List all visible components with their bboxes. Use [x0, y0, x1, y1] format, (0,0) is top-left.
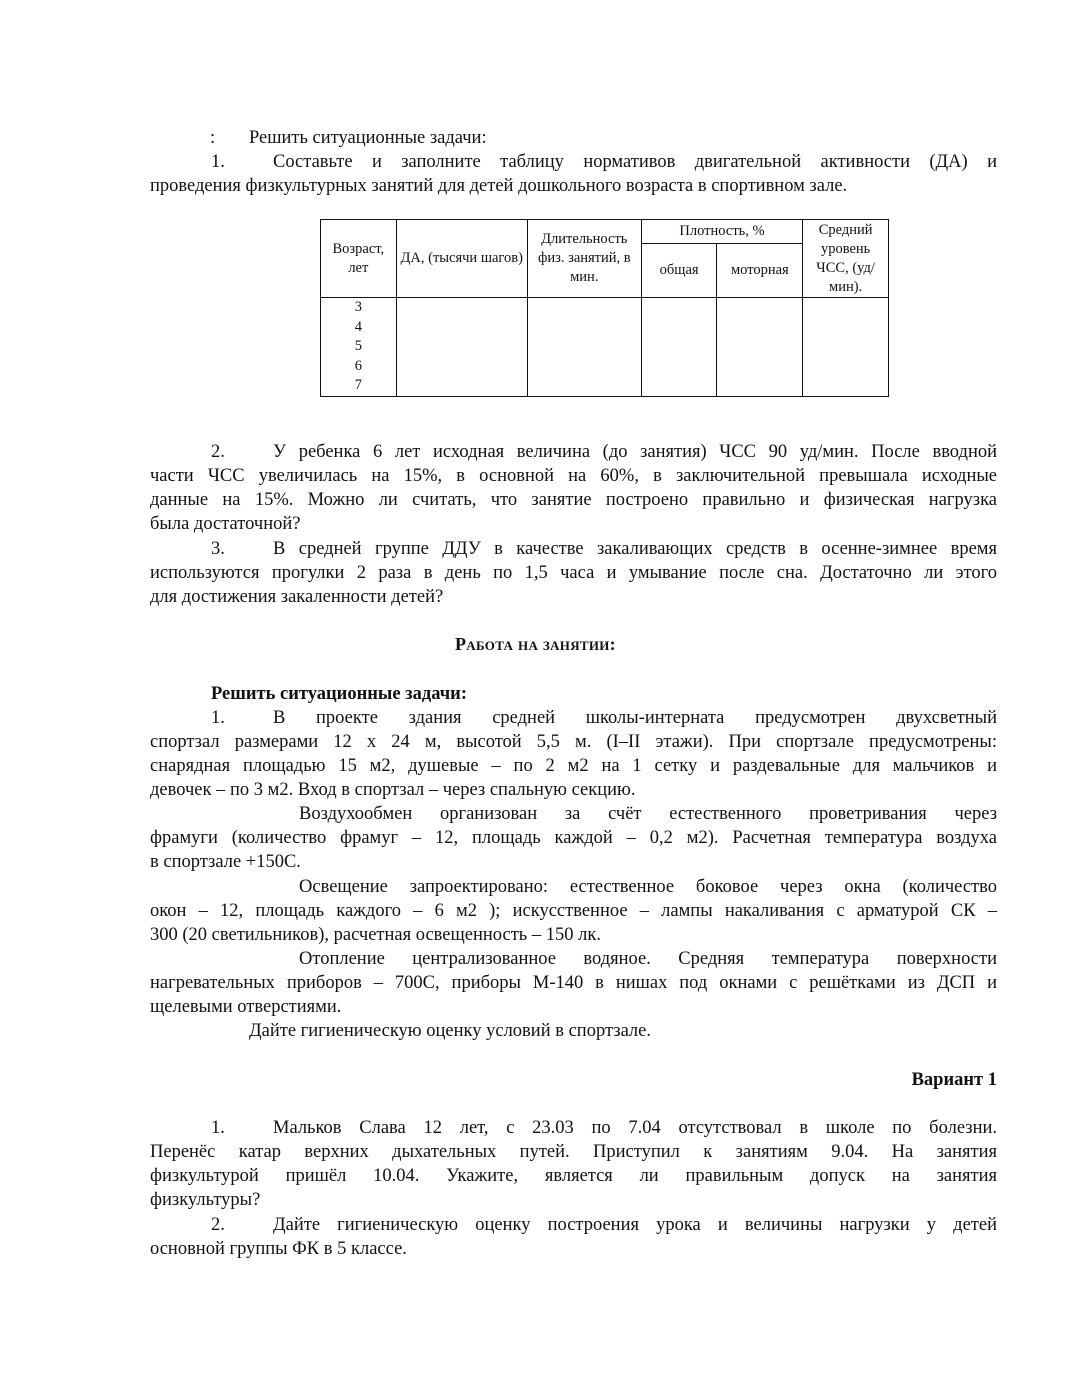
header-duration: Длительность физ. занятий, в мин. — [527, 220, 641, 298]
work-paragraph-line: фрамуги (количество фрамуг – 12, площадь каждой – 0,2 м2). Расчетная температура воздуха — [150, 828, 997, 848]
variant-q1-line: физкультурой пришёл 10.04. Укажите, является ли правильным допуск на занятия — [150, 1166, 997, 1186]
header-age: Возраст, лет — [321, 220, 397, 298]
work-paragraph-line: в спортзале +150С. — [150, 852, 301, 872]
task3-line: для достижения закаленности детей? — [150, 587, 444, 607]
work-paragraph-line: щелевыми отверстиями. — [150, 997, 342, 1017]
empty-cell — [527, 298, 641, 397]
task3-line: В средней группе ДДУ в качестве закаливающих средств в осенне-зимнее время — [273, 539, 997, 559]
variant-title: Вариант 1 — [911, 1070, 997, 1090]
work-task-number: 1. — [211, 708, 225, 728]
homework-heading: Решить ситуационные задачи: — [249, 128, 487, 148]
work-paragraph-line: спортзал размерами 12 х 24 м, высотой 5,5 м. (I–II этажи). При спортзале предусмотрены: — [150, 732, 997, 752]
age-value: 3 — [354, 299, 362, 315]
age-value: 5 — [354, 338, 362, 354]
age-value: 7 — [354, 377, 362, 393]
variant-q2-number: 2. — [211, 1215, 225, 1235]
empty-cell — [396, 298, 527, 397]
empty-cell — [717, 298, 803, 397]
task1-line: Составьте и заполните таблицу нормативов двигательной активности (ДА) и — [273, 152, 997, 172]
work-paragraph-line: снарядная площадью 15 м2, душевые – по 2 м2 на 1 сетку и раздевальные для мальчиков и — [150, 756, 997, 776]
task2-line: У ребенка 6 лет исходная величина (до занятия) ЧСС 90 уд/мин. После вводной — [273, 442, 997, 462]
header-heart-rate: Средний уровень ЧСС, (уд/мин). — [803, 220, 889, 298]
task2-number: 2. — [211, 442, 225, 462]
variant-q2-line: Дайте гигиеническую оценку построения урока и величины нагрузки у детей — [273, 1215, 997, 1235]
work-paragraph-line: девочек – по 3 м2. Вход в спортзал – через спальную секцию. — [150, 780, 636, 800]
variant-q1-line: Мальков Слава 12 лет, с 23.03 по 7.04 отсутствовал в школе по болезни. — [273, 1118, 997, 1138]
task1-line: проведения физкультурных занятий для детей дошкольного возраста в спортивном зале. — [150, 176, 848, 196]
colon-mark: : — [210, 128, 216, 148]
variant-q1-number: 1. — [211, 1118, 225, 1138]
work-paragraph-line: нагревательных приборов – 700С, приборы М-140 в нишах под окнами с решётками из ДСП и — [150, 973, 997, 993]
header-density-general: общая — [641, 244, 717, 298]
age-value: 6 — [354, 357, 362, 374]
section-title — [0, 634, 1071, 655]
empty-cell — [803, 298, 889, 397]
work-subheading: Решить ситуационные задачи: — [211, 684, 467, 704]
age-value: 4 — [354, 318, 362, 335]
task2-line: части ЧСС увеличилась на 15%, в основной на 60%, в заключительной превышала исходные — [150, 466, 997, 486]
work-paragraph-line: Дайте гигиеническую оценку условий в спортзале. — [249, 1021, 652, 1041]
work-paragraph-line: окон – 12, площадь каждого – 6 м2 ); искусственное – лампы накаливания с арматурой СК – — [150, 901, 997, 921]
section-title-text: Работа на занятии: — [455, 634, 616, 654]
empty-cell — [641, 298, 717, 397]
header-da: ДА, (тысячи шагов) — [396, 220, 527, 298]
task1-number: 1. — [211, 152, 225, 172]
work-paragraph-line: Воздухообмен организован за счёт естественного проветривания через — [299, 804, 997, 824]
task2-line: была достаточной? — [150, 514, 301, 534]
task3-number: 3. — [211, 539, 225, 559]
task3-line: используются прогулки 2 раза в день по 1,5 часа и умывание после сна. Достаточно ли этого — [150, 563, 997, 583]
work-paragraph-line: Освещение запроектировано: естественное боковое через окна (количество — [299, 877, 997, 897]
variant-q1-line: Перенёс катар верхних дыхательных путей. Приступил к занятиям 9.04. На занятия — [150, 1142, 997, 1162]
age-cell — [321, 298, 397, 397]
variant-q1-line: физкультуры? — [150, 1190, 261, 1210]
work-paragraph-line: 300 (20 светильников), расчетная освещенность – 150 лк. — [150, 925, 601, 945]
work-paragraph-line: В проекте здания средней школы-интерната предусмотрен двухсветный — [273, 708, 997, 728]
work-paragraph-line: Отопление централизованное водяное. Средняя температура поверхности — [299, 949, 997, 969]
task2-line: данные на 15%. Можно ли считать, что занятие построено правильно и физическая нагрузка — [150, 490, 997, 510]
header-density-motor: моторная — [717, 244, 803, 298]
norms-table — [320, 219, 889, 397]
header-density: Плотность, % — [641, 220, 802, 244]
variant-q2-line: основной группы ФК в 5 классе. — [150, 1239, 407, 1259]
